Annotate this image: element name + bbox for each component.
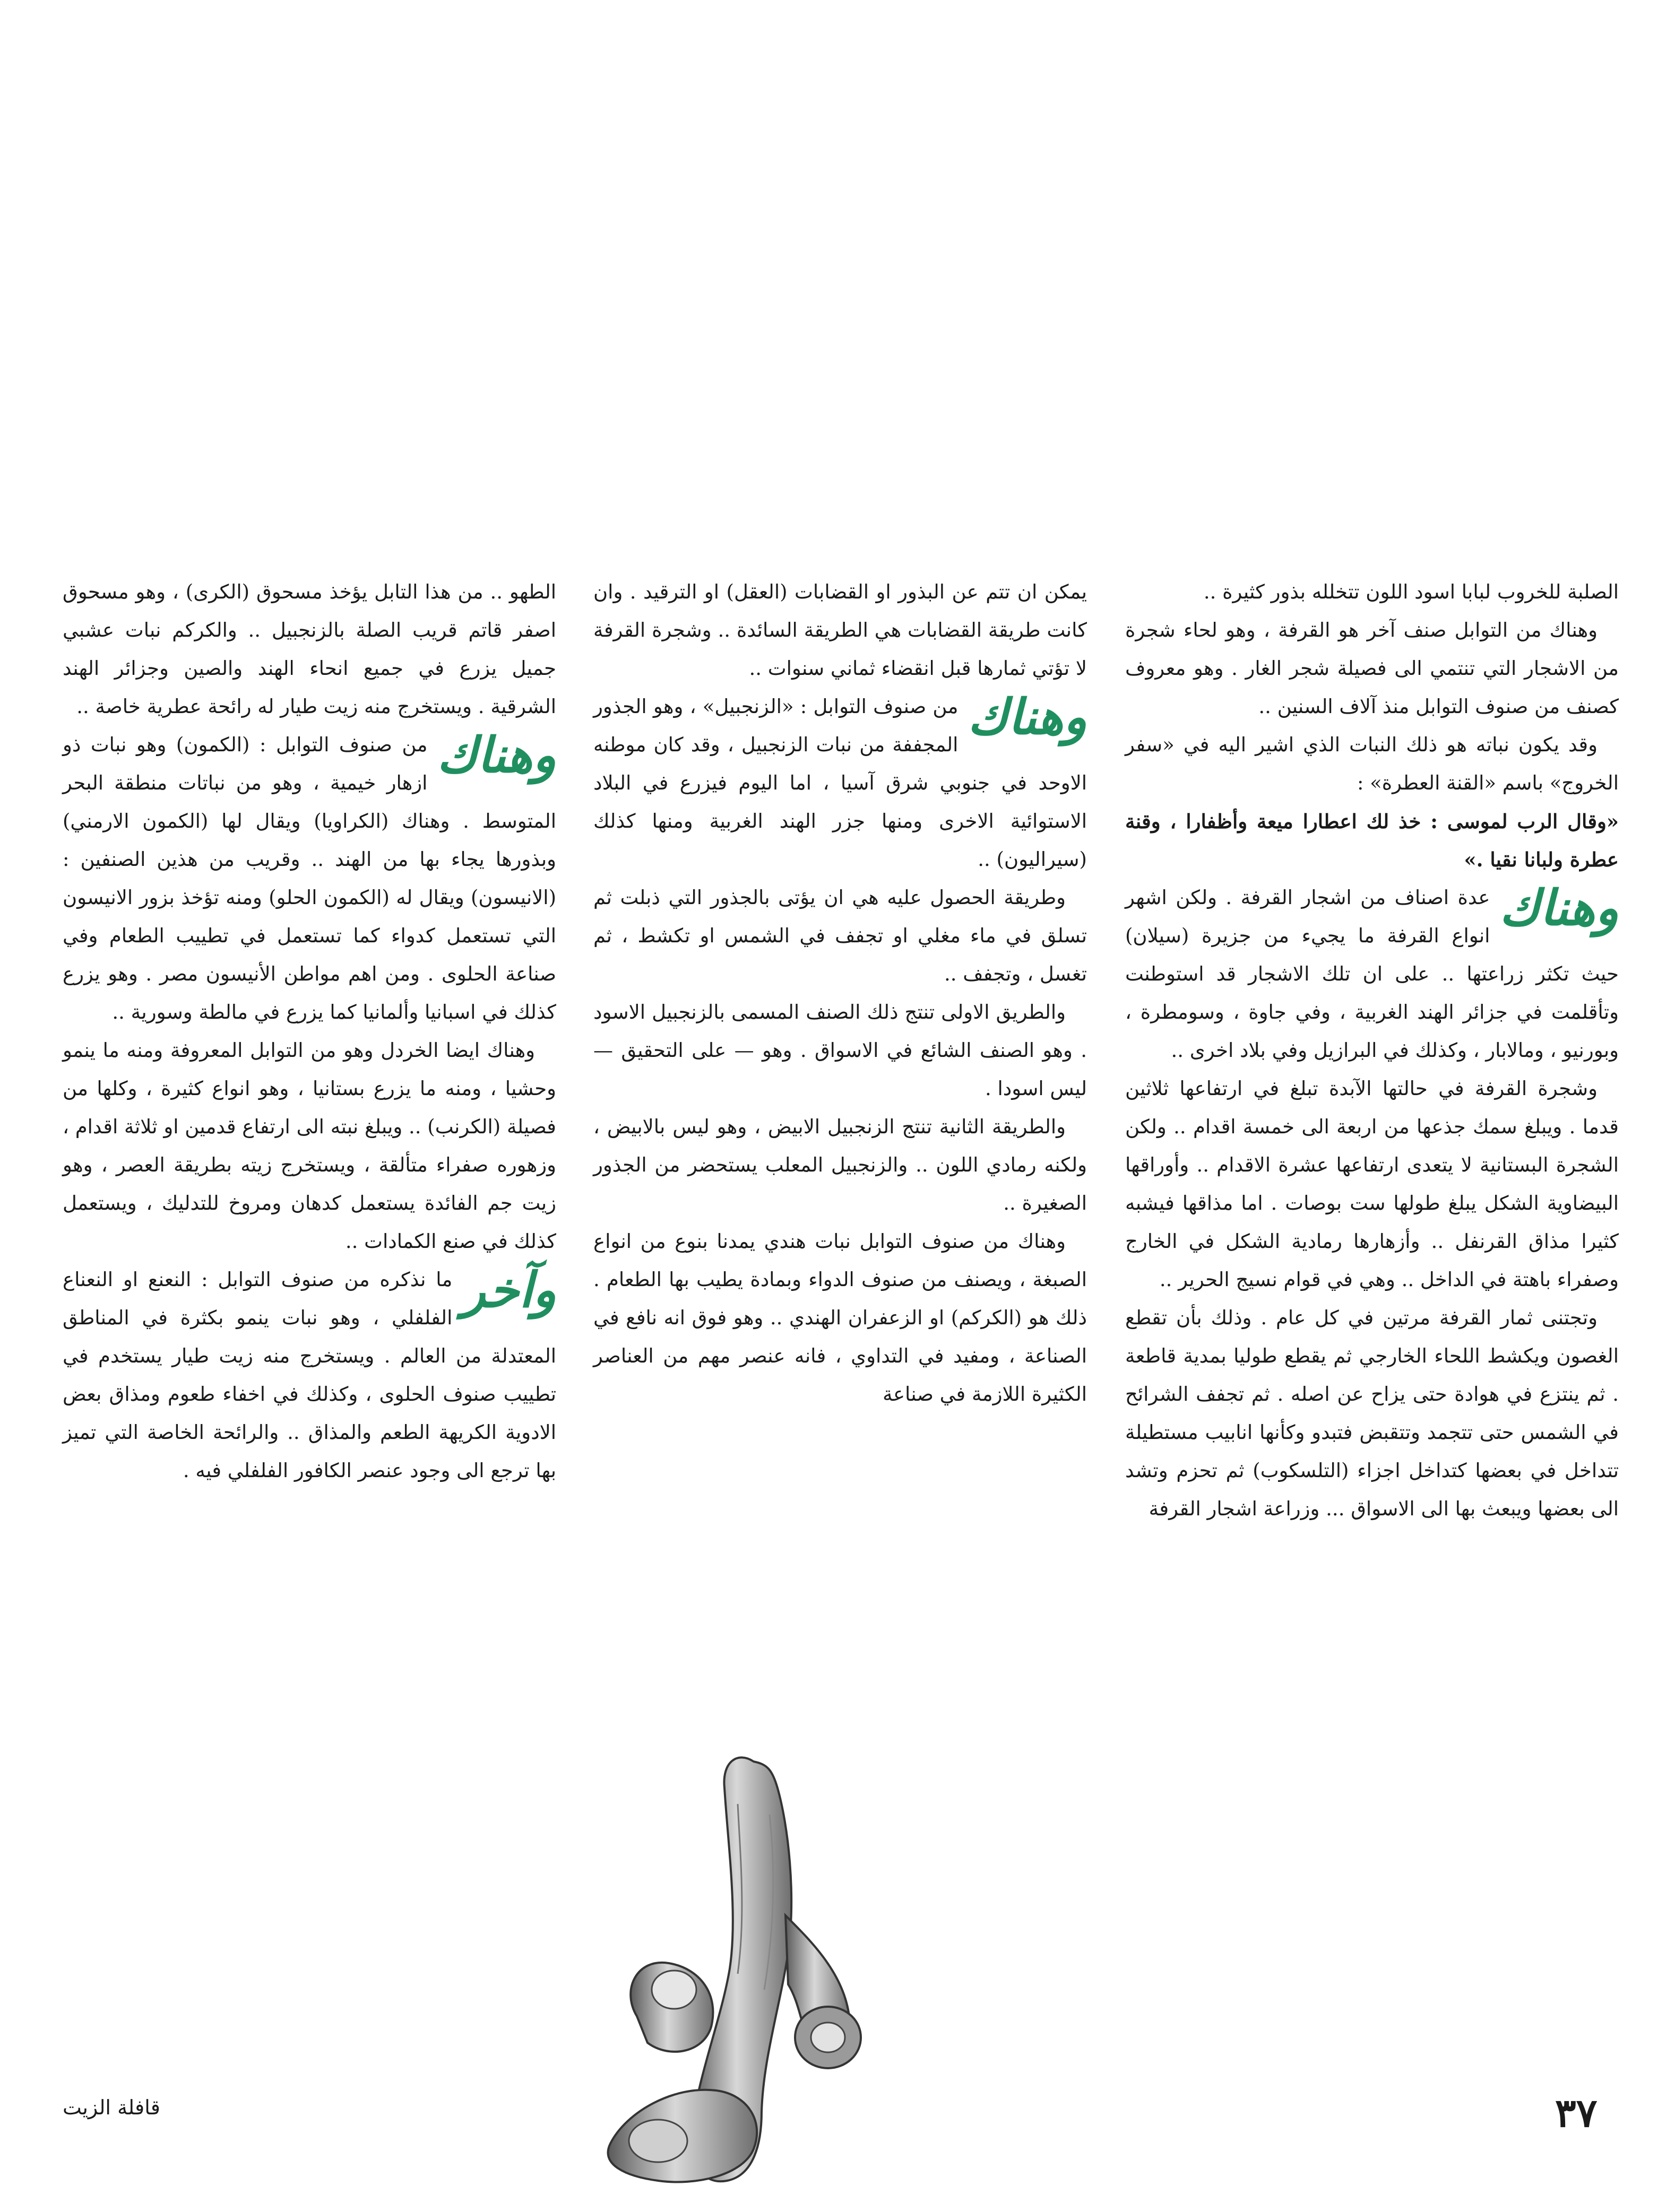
ginger-root-illustration — [579, 1740, 950, 2207]
paragraph: وقد يكون نباته هو ذلك النبات الذي اشير اليه في «سفر الخروج» باسم «القنة العطرة» : — [1125, 733, 1619, 794]
scripture-quote: «وقال الرب لموسى : خذ لك اعطارا ميعة وأظفارا ، وقنة عطرة ولبانا نقيا .» — [1125, 810, 1619, 871]
kicker-here: وهناك — [968, 688, 1087, 745]
paragraph: وهناك ايضا الخردل وهو من التوابل المعروفة ومنه ما ينمو وحشيا ، ومنه ما يزرع بستانيا ، وهو انواع كثيرة ، وكلها من فصيلة (الكرنب) .. ويبلغ نبته الى ارتفاع قدمين او ثلاثة اقدام ، وزهوره صفراء متألقة ، ويستخرج زيته بطريقة العصر ، وهو زيت جم الفائدة يستعمل كدهان ومروخ للتدليك ، ويستعمل كذلك في صنع الكمادات .. — [63, 1039, 556, 1253]
kicker-here: وهناك — [437, 726, 556, 784]
paragraph-text: من صنوف التوابل : «الزنجبيل» ، وهو الجذور المجففة من نبات الزنجبيل ، وقد كان موطنه الاوحد في جنوبي شرق آسيا ، اما اليوم فيزرع في البلاد الاستوائية الاخرى ومنها جزر الهند الغربية ومنها كذلك (سيراليون) .. — [593, 695, 1087, 871]
article-column-left — [63, 573, 556, 1490]
article-column-right — [1125, 573, 1619, 1528]
paragraph: والطريق الاولى تنتج ذلك الصنف المسمى بالزنجبيل الاسود . وهو الصنف الشائع في الاسواق . وهو — على التحقيق — ليس اسودا . — [593, 1001, 1087, 1100]
paragraph-with-kicker — [593, 688, 1087, 879]
paragraph: وطريقة الحصول عليه هي ان يؤتى بالجذور التي ذبلت ثم تسلق في ماء مغلي او تجفف في الشمس او تكشط ، ثم تغسل ، وتجفف .. — [593, 886, 1087, 985]
paragraph: وهناك من التوابل صنف آخر هو القرفة ، وهو لحاء شجرة من الاشجار التي تنتمي الى فصيلة شجر الغار . وهو معروف كصنف من صنوف التوابل منذ آلاف السنين .. — [1125, 619, 1619, 718]
paragraph: الصلبة للخروب لبابا اسود اللون تتخلله بذور كثيرة .. — [1203, 580, 1619, 603]
page-number: ٣٧ — [1555, 2090, 1598, 2136]
paragraph: وهناك من صنوف التوابل نبات هندي يمدنا بنوع من انواع الصبغة ، ويصنف من صنوف الدواء وبمادة يطيب بها الطعام . ذلك هو (الكركم) او الزعفران الهندي .. وهو فوق انه نافع في الصناعة ، ومفيد في التداوي ، فانه عنصر مهم من العناصر الكثيرة اللازمة في صناعة — [593, 1230, 1087, 1406]
paragraph-with-kicker — [63, 1261, 556, 1490]
paragraph-text: من صنوف التوابل : (الكمون) وهو نبات ذو ازهار خيمية ، وهو من نباتات منطقة البحر المتوسط . وهناك (الكراويا) ويقال لها (الكمون الارمني) وبذورها يجاء بها من الهند .. وقريب من هذين الصنفين : (الانيسون) ويقال له (الكمون الحلو) ومنه تؤخذ بزور الانيسون التي تستعمل كدواء كما تستعمل في تطييب الطعام وفي صناعة الحلوى . ومن اهم مواطن الأنيسون مصر . وهو يزرع كذلك في اسبانيا وألمانيا كما يزرع في مالطة وسورية .. — [63, 733, 556, 1023]
paragraph: يمكن ان تتم عن البذور او القضابات (العقل) او الترقيد . وان كانت طريقة القضابات هي الطريقة السائدة .. وشجرة القرفة لا تؤتي ثمارها قبل انقضاء ثماني سنوات .. — [593, 580, 1087, 680]
article-column-middle — [593, 573, 1087, 1413]
paragraph: الطهو .. من هذا التابل يؤخذ مسحوق (الكرى) ، وهو مسحوق اصفر قاتم قريب الصلة بالزنجبيل .. والكركم نبات عشبي جميل يزرع في جميع انحاء الهند والصين وجزائر الهند الشرقية . ويستخرج منه زيت طيار له رائحة عطرية خاصة .. — [63, 580, 556, 718]
paragraph-with-kicker — [63, 726, 556, 1031]
paragraph: وتجتنى ثمار القرفة مرتين في كل عام . وذلك بأن تقطع الغصون ويكشط اللحاء الخارجي ثم يقطع طوليا بمدية قاطعة . ثم ينتزع في هوادة حتى يزاح عن اصله . ثم تجفف الشرائح في الشمس حتى تتجمد وتتقبض فتبدو وكأنها انابيب مستطيلة تتداخل في بعضها كتداخل اجزاء (التلسكوب) ثم تحزم وتشد الى بعضها ويبعث بها الى الاسواق ... وزراعة اشجار القرفة — [1125, 1306, 1619, 1520]
paragraph: والطريقة الثانية تنتج الزنجبيل الابيض ، وهو ليس بالابيض ، ولكنه رمادي اللون .. والزنجبيل المعلب يستحضر من الجذور الصغيرة .. — [593, 1115, 1087, 1215]
paragraph-text: ما نذكره من صنوف التوابل : النعنع او النعناع الفلفلي ، وهو نبات ينمو بكثرة في المناطق المعتدلة من العالم . ويستخرج منه زيت طيار يستخدم في تطييب صنوف الحلوى ، وكذلك في اخفاء طعوم ومذاق بعض الادوية الكريهة الطعم والمذاق .. والرائحة الخاصة التي تميز بها ترجع الى وجود عنصر الكافور الفلفلي فيه . — [63, 1268, 556, 1482]
kicker-here: وهناك — [1499, 879, 1619, 936]
kicker-other: وآخر — [462, 1261, 556, 1318]
paragraph-with-kicker — [1125, 879, 1619, 1070]
paragraph: وشجرة القرفة في حالتها الآبدة تبلغ في ارتفاعها ثلاثين قدما . ويبلغ سمك جذعها من اربعة الى خمسة اقدام .. ولكن الشجرة البستانية لا يتعدى ارتفاعها عشرة الاقدام .. وأوراقها البيضاوية الشكل يبلغ طولها ست بوصات . اما مذاقها فيشبه كثيرا مذاق القرنفل .. وأزهارها رمادية الشكل في الخارج وصفراء باهتة في الداخل .. وهي في قوام نسيج الحرير .. — [1125, 1077, 1619, 1291]
paragraph-text: عدة اصناف من اشجار القرفة . ولكن اشهر انواع القرفة ما يجيء من جزيرة (سيلان) حيث تكثر زراعتها .. على ان تلك الاشجار قد استوطنت وتأقلمت في جزائر الهند الغربية ، وفي جاوة ، وسومطرة ، وبورنيو ، ومالابار ، وكذلك في البرازيل وفي بلاد اخرى .. — [1125, 886, 1619, 1062]
magazine-name: قافلة الزيت — [63, 2096, 160, 2119]
